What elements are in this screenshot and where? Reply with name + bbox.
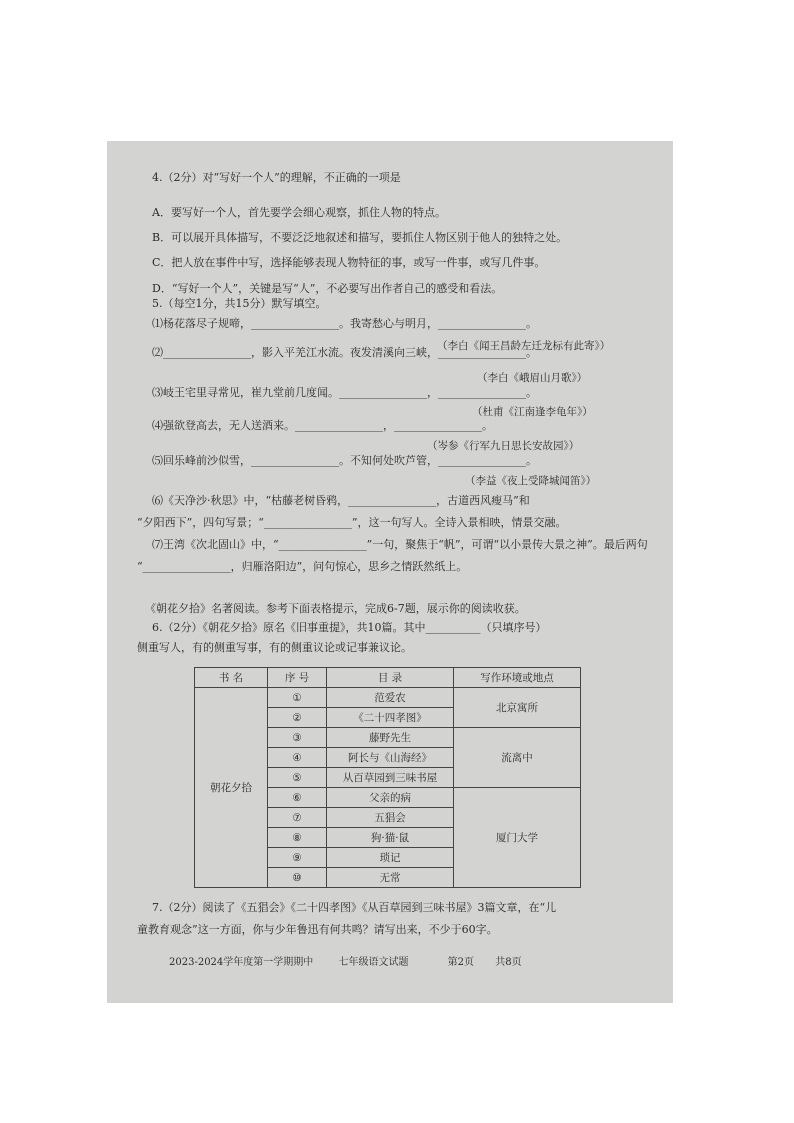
- q5-item-3-source: （杜甫《江南逢李龟年》）: [472, 406, 593, 418]
- table-header: 写作环境或地点: [454, 668, 581, 688]
- q5-item-3: ⑶岐王宅里寻常见，崔九堂前几度闻。________________，________________。: [152, 386, 537, 399]
- q6-line-2: 侧重写人，有的侧重写事，有的侧重议论或记事兼议论。: [137, 641, 412, 654]
- q4-option-d: D．“写好一个人”，关键是写“人”，不必要写出作者自己的感受和看法。: [152, 282, 503, 295]
- row-number: ⑧: [268, 828, 327, 848]
- q5-item-4-source: （岑参《行军九日思长安故园》）: [427, 440, 580, 452]
- table-row: [195, 688, 581, 708]
- footer-term: 2023-2024学年度第一学期期中: [169, 957, 314, 968]
- place-cell: 北京寓所: [454, 688, 581, 728]
- place-cell: 流离中: [454, 728, 581, 788]
- q5-item-1: ⑴杨花落尽子规啼，________________。我寄愁心与明月，________________。: [152, 317, 537, 330]
- row-title: 狗·猫·鼠: [327, 828, 454, 848]
- table-header-row: [195, 668, 581, 688]
- place-cell: 厦门大学: [454, 788, 581, 888]
- row-number: ⑨: [268, 848, 327, 868]
- row-number: ⑤: [268, 768, 327, 788]
- q4-stem: 4.（2分）对“写好一个人”的理解，不正确的一项是: [152, 171, 401, 184]
- q5-item-6-line-1: ⑹《天净沙·秋思》中，“枯藤老树昏鸦，________________，古道西风瘦马”和: [152, 494, 530, 507]
- q7-line-2: 童教育观念”这一方面，你与少年鲁迅有何共鸣？请写出来，不少于60字。: [137, 923, 498, 936]
- works-table: [194, 667, 581, 888]
- row-title: 琐记: [327, 848, 454, 868]
- row-number: ⑦: [268, 808, 327, 828]
- q5-item-2-source: （李白《峨眉山月歌》）: [477, 372, 588, 384]
- row-number: ①: [268, 688, 327, 708]
- row-number: ⑩: [268, 868, 327, 888]
- q7-line-1: 7.（2分）阅读了《五猖会》《二十四孝图》《从百草园到三味书屋》3篇文章，在“儿: [152, 901, 557, 914]
- row-title: 无常: [327, 868, 454, 888]
- q5-item-4: ⑷强欲登高去，无人送酒来。________________，________________。: [152, 419, 493, 432]
- row-title: 阿长与《山海经》: [327, 748, 454, 768]
- q4-option-a: A．要写好一个人，首先要学会细心观察，抓住人物的特点。: [152, 206, 446, 219]
- row-title: 《二十四孝图》: [327, 708, 454, 728]
- exam-page-photo: [107, 141, 673, 1003]
- footer-total: 共8页: [495, 957, 522, 968]
- q5-item-1-source: （李白《闻王昌龄左迁龙标有此寄》）: [437, 340, 611, 352]
- q5-item-5-source: （李益《夜上受降城闻笛》）: [465, 475, 597, 487]
- row-number: ⑥: [268, 788, 327, 808]
- row-title: 从百草园到三味书屋: [327, 768, 454, 788]
- table-header: 书 名: [195, 668, 268, 688]
- row-title: 范爱农: [327, 688, 454, 708]
- footer-subject: 七年级语文试题: [338, 957, 409, 968]
- book-name-cell: 朝花夕拾: [195, 688, 268, 888]
- row-title: 五猖会: [327, 808, 454, 828]
- q4-option-b: B．可以展开具体描写，不要泛泛地叙述和描写，要抓住人物区别于他人的独特之处。: [152, 231, 568, 244]
- q5-item-7-line-2: “________________，归雁洛阳边”，问句惊心，思乡之情跃然纸上。: [137, 560, 468, 573]
- q4-option-c: C．把人放在事件中写，选择能够表现人物特征的事，或写一件事，或写几件事。: [152, 256, 546, 269]
- row-number: ②: [268, 708, 327, 728]
- q5-stem: 5.（每空1分，共15分）默写填空。: [152, 297, 327, 310]
- row-title: 父亲的病: [327, 788, 454, 808]
- row-title: 藤野先生: [327, 728, 454, 748]
- reading-intro: 《朝花夕拾》名著阅读。参考下面表格提示，完成6-7题，展示你的阅读收获。: [145, 602, 526, 615]
- q6-line-1: 6.（2分）《朝花夕拾》原名《旧事重提》，共10篇。其中__________（只填序号）: [152, 621, 547, 634]
- table-header: 目 录: [327, 668, 454, 688]
- q5-item-7-line-1: ⑺王湾《次北固山》中，“________________”一句，聚焦于“帆”，可谓“以小景传大景之神”。最后两句: [152, 538, 648, 551]
- q5-item-6-line-2: “夕阳西下”，四句写景；“________________”，这一句写人。全诗入景相映，情景交融。: [137, 516, 567, 529]
- page-footer: [169, 953, 522, 968]
- row-number: ③: [268, 728, 327, 748]
- q5-item-5: ⑸回乐峰前沙似雪，________________。不知何处吹芦管，________________。: [152, 454, 537, 467]
- q5-item-2: ⑵________________，影入平羌江水流。夜发清溪向三峡，________________。: [152, 346, 537, 359]
- row-number: ④: [268, 748, 327, 768]
- footer-page: 第2页: [447, 957, 475, 968]
- table-header: 序 号: [268, 668, 327, 688]
